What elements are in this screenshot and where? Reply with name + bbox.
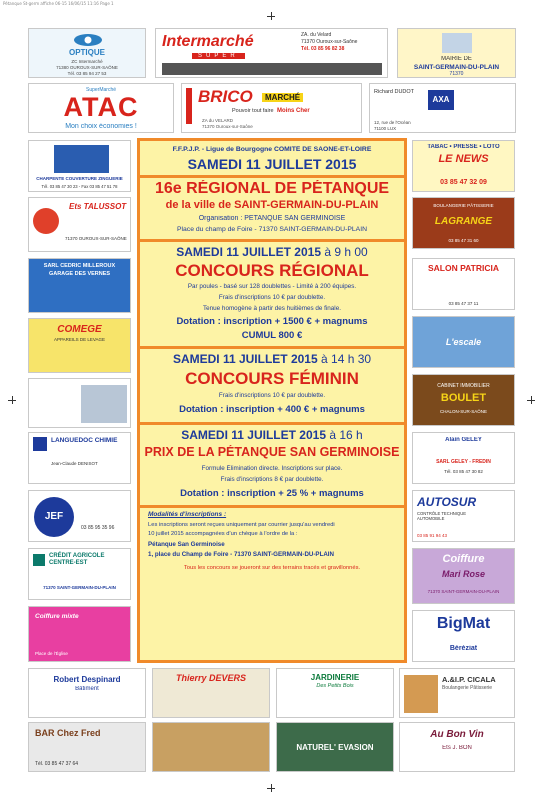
chez-fred-title: BAR Chez Fred [35,728,101,738]
au-bon-vin-title: Au Bon Vin [430,729,484,740]
despinard-sub: Bâtiment [75,686,99,692]
s3-date: SAMEDI 11 JUILLET 2015 [181,428,326,442]
eye-logo-icon [73,33,103,47]
mod-line5: Tous les concours se joueront sur des terrains tracés et gravillonnés. [183,565,361,571]
poster-federation: F.F.P.J.P. - Ligue de Bourgogne COMITÉ DE SAÔNE-ET-LOIRE [172,146,372,153]
s1-cumul: CUMUL 800 € [241,330,303,341]
axa-name: Richard DUDOT [374,89,415,95]
ad-autosur [412,490,515,542]
geley-title: Alain GELEY [445,437,482,443]
languedoc-line: Jean-Claude DENISOT [51,461,98,466]
geley-phone: Tél. 03 85 47 30 82 [444,469,483,474]
cicala-sub: Boulangerie Pâtisserie [442,685,493,691]
geley-brand: SARL GELEY - FREDIN [436,459,491,465]
boulet-title: CABINET IMMOBILIER [437,383,490,389]
file-header: Pétanque St-germ affiche 06-15 16/06/15 11:16 Page 1 [3,1,114,6]
poster-place: Place du champ de Foire - 71370 SAINT-GERMAIN-DU-PLAIN [176,226,367,233]
brico-red-bar [186,88,192,124]
boulet-brand: BOULET [440,392,487,404]
coiffure-mixte-title: Coiffure mixte [35,613,79,620]
brico-city: 71370 Ouroux-sur-Saône [202,124,253,129]
ad-devers [152,668,270,718]
mari-rose-brand: Mari Rose [441,569,485,579]
s3-title: PRIX DE LA PÉTANQUE SAN GERMINOISE [144,445,400,459]
lagrange-title: BOULANGERIE PÂTISSERIE [433,203,494,208]
mod-title: Modalités d'inscriptions : [148,511,227,518]
ad-jardinerie [276,668,394,718]
brico-slogan1: Pouvoir tout faire [232,108,274,114]
comege-line: APPAREILS DE LEVAGE [53,337,106,342]
axa-city: 71100 LUX [374,126,397,131]
s1-date: SAMEDI 11 JUILLET 2015 [176,245,321,259]
ad-credit-agricole [28,548,131,600]
mairie-city: SAINT-GERMAIN-DU-PLAIN [413,64,500,71]
intermarche-brand: Intermarché [162,33,254,50]
mod-line1: Les inscriptions seront reçues uniquement par courrier jusqu'au vendredi [148,522,335,528]
salon-patricia-title: SALON PATRICIA [428,263,499,273]
brico-address: ZA du VELARD [202,118,234,123]
languedoc-logo [33,437,47,451]
bigmat-title: BigMat [436,615,491,632]
ad-naturel-evasion [276,722,394,772]
jardinerie-sub: Des Petits Bois [316,683,354,689]
garage-line: GARAGE DES VERNES [48,271,111,277]
mod-line2: 10 juillet 2015 accompagnées d'un chèque à l'ordre de la : [148,531,298,537]
s1-dotation: Dotation : inscription + 1500 € + magnums [176,316,368,327]
brico-brand: BRICO [198,87,253,106]
s2-dotation: Dotation : inscription + 400 € + magnums [179,404,365,415]
ad-salon-patricia [412,258,515,310]
lescale-brand: L'escale [445,337,482,347]
poster-date: SAMEDI 11 JUILLET 2015 [187,156,357,172]
s1-title: CONCOURS RÉGIONAL [175,261,369,280]
mari-rose-line: 71370 SAINT-GERMAIN-DU-PLAIN [427,589,500,594]
jef-logo: JEF [34,497,74,537]
ad-le-news [412,140,515,192]
optique-line1: ZC Intermarché [71,59,103,64]
atac-slogan: Mon choix économies ! [65,123,137,130]
ad-geley [412,432,515,484]
chez-fred-phone: Tél. 03 85 47 37 64 [35,761,79,767]
ad-comege [28,318,131,373]
coiffure-mixte-line: Place de l'Église [35,651,68,656]
devers-title: Thierry DEVERS [175,673,247,683]
brico-brand2: MARCHÉ [262,93,303,102]
divider [140,346,404,349]
charpente-line: Tél. 03 85 47 30 23 - Fax 03 85 47 51 78 [41,184,118,189]
credit-agricole-title: CRÉDIT AGRICOLE CENTRE-EST [49,553,105,566]
s1-time: à 9 h 00 [324,245,368,259]
optique-line2: 71380 OUROUX-SUR-SAÔNE [56,65,118,70]
charpente-title: CHARPENTE COUVERTURE ZINGUERIE [36,176,123,181]
jardinerie-title: JARDINERIE [310,673,360,682]
s3-line2: Frais d'inscriptions 8 € par doublette. [220,476,324,483]
s3-dotation: Dotation : inscription + 25 % + magnums [180,488,364,499]
divider [140,175,404,178]
intermarche-banner [162,63,382,75]
autosur-sub: CONTRÔLE TECHNIQUE AUTOMOBILE [417,511,467,521]
shop-image [81,385,127,423]
garage-title: SARL CÉDRIC MILLEROUX [43,263,116,269]
ad-despinard [28,668,146,718]
bread-image [404,675,438,713]
jef-phone: 03 85 95 35 96 [81,525,115,531]
au-bon-vin-sub: Ets J. BON [442,745,472,751]
s1-line3: Tenue homogène à partir des huitièmes de finale. [203,305,341,312]
registration-mark [527,396,535,404]
mod-line4: 1, place du Champ de Foire - 71370 SAINT-GERMAIN-DU-PLAIN [148,551,334,558]
s1-line2: Frais d'inscriptions 10 € par doublette. [218,294,326,301]
intermarche-sub: SUPER [192,53,245,59]
ad-boulet [412,374,515,426]
ad-languedoc [28,432,131,484]
brico-slogan2: Moins Cher [277,108,310,114]
le-news-phone: 03 85 47 32 09 [440,179,487,186]
intermarche-city: 71370 Ouroux-sur-Saône [301,39,358,45]
lagrange-phone: 03 85 47 31 60 [448,238,479,243]
ad-au-bon-vin [399,722,515,772]
autosur-phone: 03 85 91 94 43 [417,533,448,538]
despinard-title: Robert Despinard [53,675,121,684]
bigmat-brand: Béréziat [449,645,478,652]
registration-mark [267,784,275,792]
le-news-brand: LE NEWS [438,153,489,165]
poster-organisation: Organisation : PÉTANQUE SAN GERMINOISE [198,215,346,222]
s2-line1: Frais d'inscriptions 10 € par doublette. [218,392,326,399]
mod-line3: Pétanque San Germinoise [148,541,225,548]
le-news-title: TABAC • PRESSE • LOTO [427,144,500,150]
ad-coiffure-mari-rose [412,548,515,604]
ad-garage [28,258,131,313]
petanque-poster [137,138,407,663]
registration-mark [267,12,275,20]
flower-image [33,208,59,234]
charpente-logo [54,145,109,173]
lagrange-brand: LAGRANGE [434,216,493,227]
s2-time: à 14 h 30 [321,352,372,366]
credit-agricole-logo [33,554,45,566]
axa-logo: AXA [428,90,454,110]
autosur-title: AUTOSUR [417,495,477,509]
s3-line1: Formule Élimination directe. Inscriptions sur place. [201,465,343,472]
divider [140,505,404,508]
ad-lescale [412,316,515,368]
talussot-title: Ets TALUSSOT [69,202,127,211]
optique-brand: OPTIQUE [68,48,105,57]
optique-phone: Tél. 03 85 94 27 53 [67,71,107,76]
intermarche-address: ZA. du Velard [301,32,332,38]
intermarche-phone: Tél. 03 85 96 82 38 [301,46,345,52]
divider [140,422,404,425]
ad-bigmat [412,610,515,662]
axa-address: 12, rue de l'Océan [374,120,411,125]
naturel-evasion-title: NATUREL' EVASION [296,743,374,752]
mairie-zip: 71370 [449,71,464,77]
ad-jef [28,490,131,542]
ad-charpente [28,140,131,192]
languedoc-title: LANGUEDOC CHIMIE [51,437,118,444]
ad-lagrange [412,197,515,249]
atac-top: SuperMarché [85,87,116,93]
salon-patricia-phone: 03 85 47 37 11 [448,301,479,306]
s3-time: à 16 h [329,428,363,442]
ad-atac [28,83,174,133]
boulet-line: CHALON-SUR-SAÔNE [439,409,487,414]
ad-intermarche [155,28,388,78]
ad-talussot [28,197,131,252]
mairie-label: MAIRIE DE [441,56,472,62]
mari-rose-title: Coiffure [442,553,485,565]
mairie-building-image [442,33,472,53]
s2-date: SAMEDI 11 JUILLET 2015 [172,352,318,366]
ad-chez-fred [28,722,146,772]
atac-brand: ATAC [63,92,139,122]
comege-title: COMEGE [57,324,102,335]
ad-axa [369,83,516,133]
credit-agricole-line: 71370 SAINT-GERMAIN-DU-PLAIN [43,585,116,590]
talussot-line: 71370 OUROUX-SUR-SAÔNE [65,236,127,241]
divider [140,239,404,242]
ad-shop [28,378,131,428]
ad-bottom-2 [152,722,270,772]
ad-mairie [397,28,516,78]
ad-optique [28,28,146,78]
poster-event-sub: de la ville de SAINT-GERMAIN-DU-PLAIN [165,199,379,211]
cicala-title: A.&I.P. CICALA [442,675,496,684]
poster-event-title: 16e RÉGIONAL DE PÉTANQUE [154,180,390,197]
ad-brico [181,83,362,133]
s2-title: CONCOURS FÉMININ [185,369,359,388]
s1-line1: Par poules - basé sur 128 doublettes - Limité à 200 équipes. [187,283,357,290]
ad-coiffure-mixte [28,606,131,662]
ad-cicala [399,668,515,718]
registration-mark [8,396,16,404]
